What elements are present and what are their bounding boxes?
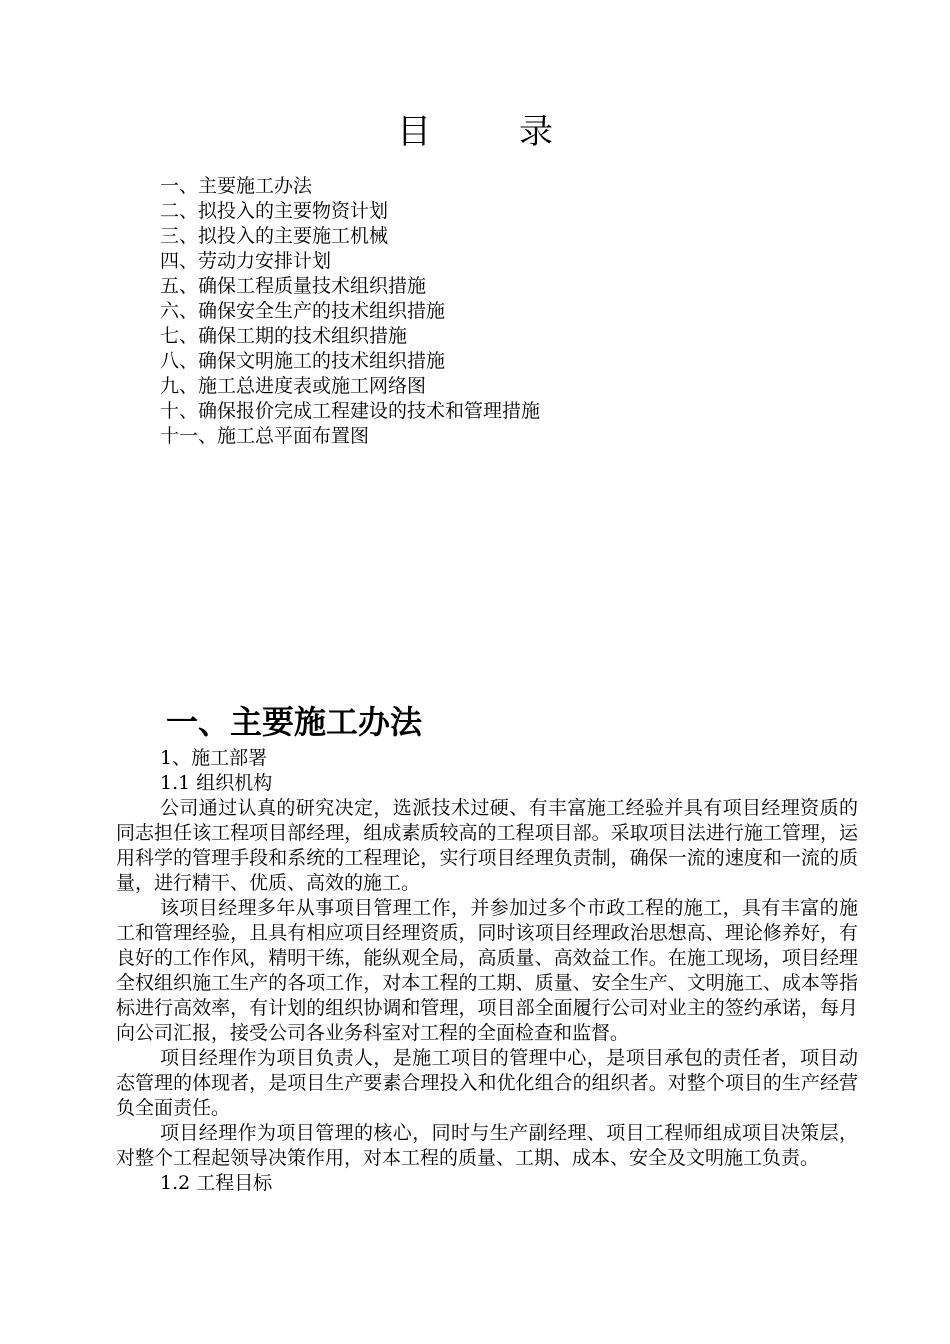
toc-item[interactable]: 八、确保文明施工的技术组织措施 [160, 350, 446, 372]
subheading-targets: 1.2 工程目标 [160, 1172, 273, 1194]
subheading-organization: 1.1 组织机构 [160, 772, 273, 794]
toc-item[interactable]: 九、施工总进度表或施工网络图 [160, 375, 427, 397]
toc-item[interactable]: 二、拟投入的主要物资计划 [160, 200, 389, 222]
toc-title-char-1: 目 [397, 112, 431, 152]
paragraph: 该项目经理多年从事项目管理工作，并参加过多个市政工程的施工，具有丰富的施工和管理经验，且具有相应项目经理资质，同时该项目经理政治思想高、理论修养好，有良好的工作作风，精明干练，能纵观全局，高质量、高效益工作。在施工现场，项目经理全权组织施工生产的各项工作，对本工程的工期、质量、安全生产、文明施工、成本等指标进行高效率，有计划的组织协调和管理，项目部全面履行公司对业主的签约承诺，每月向公司汇报，接受公司各业务科室对工程的全面检查和监督。 [116, 897, 858, 1044]
toc-item[interactable]: 十一、施工总平面布置图 [160, 425, 370, 447]
toc-list [160, 174, 540, 449]
toc-item[interactable]: 一、主要施工办法 [160, 175, 313, 197]
toc-item[interactable]: 六、确保安全生产的技术组织措施 [160, 300, 446, 322]
toc-item[interactable]: 五、确保工程质量技术组织措施 [160, 275, 427, 297]
toc-item[interactable]: 四、劳动力安排计划 [160, 250, 332, 272]
paragraph: 项目经理作为项目管理的核心，同时与生产副经理、项目工程师组成项目决策层，对整个工程起领导决策作用，对本工程的质量、工期、成本、安全及文明施工负责。 [116, 1122, 858, 1169]
toc-item[interactable]: 十、确保报价完成工程建设的技术和管理措施 [160, 400, 541, 422]
section-body [116, 746, 858, 1196]
paragraph: 公司通过认真的研究决定，选派技术过硬、有丰富施工经验并具有项目经理资质的同志担任该工程项目部经理，组成素质较高的工程项目部。采取项目法进行施工管理，运用科学的管理手段和系统的工程理论，实行项目经理负责制，确保一流的速度和一流的质量，进行精干、优质、高效的施工。 [116, 797, 858, 894]
paragraph: 项目经理作为项目负责人，是施工项目的管理中心，是项目承包的责任者，项目动态管理的体现者，是项目生产要素合理投入和优化组合的组织者。对整个项目的生产经营负全面责任。 [116, 1047, 858, 1119]
toc-item[interactable]: 七、确保工期的技术组织措施 [160, 325, 408, 347]
subheading-deployment: 1、施工部署 [160, 747, 268, 769]
toc-title [0, 104, 950, 153]
toc-title-char-2: 录 [519, 112, 553, 152]
toc-item[interactable]: 三、拟投入的主要施工机械 [160, 225, 389, 247]
section-heading: 一、主要施工办法 [166, 703, 423, 741]
